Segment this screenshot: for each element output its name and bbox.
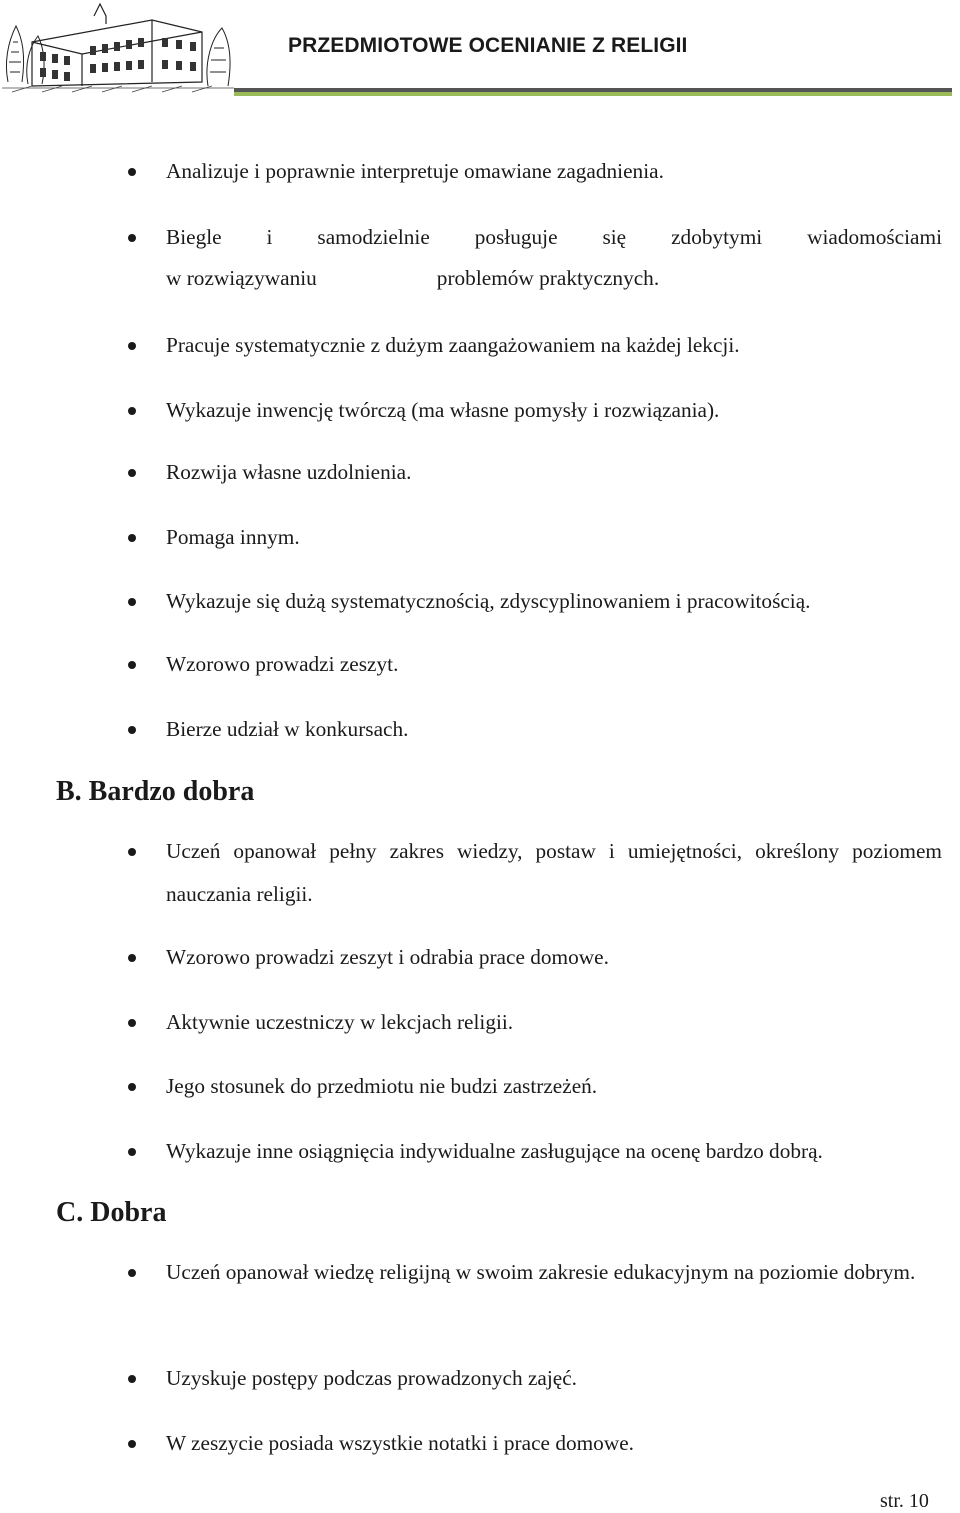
bullet-icon (128, 1019, 136, 1027)
bullet-icon (128, 342, 136, 350)
section-heading-b: B. Bardzo dobra (56, 776, 255, 807)
list-item-text: Pracuje systematycznie z dużym zaangażowaniem na każdej lekcji. (166, 333, 740, 357)
bullet-icon (128, 234, 136, 242)
list-item-fragment: w rozwiązywaniu (166, 266, 317, 290)
bullet-icon (128, 598, 136, 606)
bullet-icon (128, 954, 136, 962)
list-item-text: W zeszycie posiada wszystkie notatki i prace domowe. (166, 1431, 634, 1455)
list-item-text: Wzorowo prowadzi zeszyt. (166, 652, 399, 676)
bullet-icon (128, 1440, 136, 1448)
list-item-text: Wykazuje inwencję twórczą (ma własne pomysły i rozwiązania). (166, 398, 720, 422)
school-building-logo-icon (2, 2, 234, 94)
list-item-text: Wykazuje się dużą systematycznością, zdyscyplinowaniem i pracowitością. (166, 589, 811, 613)
bullet-icon (128, 407, 136, 415)
list-item-text (166, 216, 942, 300)
page-number: str. 10 (880, 1490, 929, 1512)
list-item-text: Wzorowo prowadzi zeszyt i odrabia prace domowe. (166, 945, 609, 969)
list-item-text: Rozwija własne uzdolnienia. (166, 460, 412, 484)
list-item-text: Uczeń opanował pełny zakres wiedzy, postaw i umiejętności, określony poziomem nauczania religii. (166, 839, 942, 906)
bullet-icon (128, 848, 136, 856)
list-item-fragment: problemów praktycznych. (436, 266, 660, 290)
bullet-icon (128, 1148, 136, 1156)
bullet-icon (128, 1083, 136, 1091)
list-item-text: Aktywnie uczestniczy w lekcjach religii. (166, 1010, 514, 1034)
list-item-text: Analizuje i poprawnie interpretuje omawiane zagadnienia. (166, 159, 664, 183)
list-item-text: Uzyskuje postępy podczas prowadzonych zajęć. (166, 1366, 577, 1390)
bullet-icon (128, 1375, 136, 1383)
list-item-text: Wykazuje inne osiągnięcia indywidualne zasługujące na ocenę bardzo dobrą. (166, 1139, 823, 1163)
bullet-icon (128, 469, 136, 477)
list-item-text: Bierze udział w konkursach. (166, 717, 409, 741)
bullet-icon (128, 168, 136, 176)
list-item-text: Pomaga innym. (166, 525, 300, 549)
document-title: PRZEDMIOTOWE OCENIANIE Z RELIGII (288, 34, 688, 57)
bullet-icon (128, 534, 136, 542)
bullet-icon (128, 726, 136, 734)
list-item-line: Biegle i samodzielnie posługuje się zdobytymi wiadomościami (166, 225, 942, 249)
list-item-text: Jego stosunek do przedmiotu nie budzi zastrzeżeń. (166, 1074, 598, 1098)
bullet-icon (128, 661, 136, 669)
list-item-line (166, 257, 942, 300)
list-item-text: Uczeń opanował wiedzę religijną w swoim zakresie edukacyjnym na poziomie dobrym. (166, 1260, 916, 1284)
header-rule-green (234, 92, 952, 96)
page-header (0, 0, 960, 100)
section-heading-c: C. Dobra (56, 1197, 167, 1228)
bullet-icon (128, 1269, 136, 1277)
